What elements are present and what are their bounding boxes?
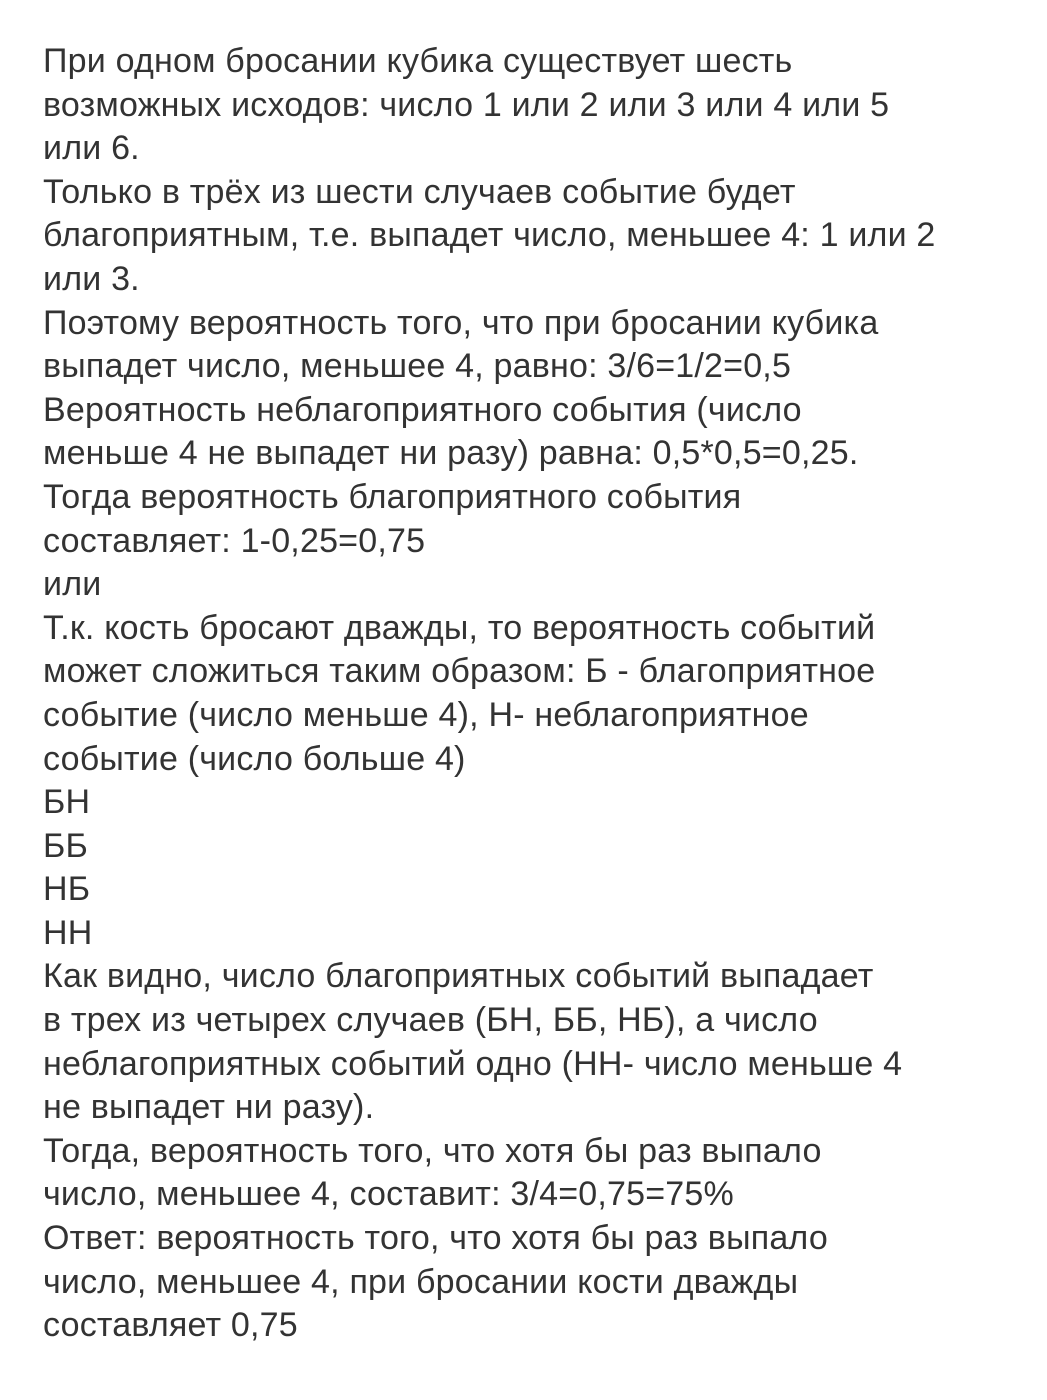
text-line: событие (число меньше 4), Н- неблагоприятное: [43, 695, 809, 734]
text-line: БН: [43, 783, 91, 822]
solution-text: [43, 40, 1043, 1348]
text-line: возможных исходов: число 1 или 2 или 3 или 4 или 5: [43, 85, 890, 124]
text-line: в трех из четырех случаев (БН, ББ, НБ), а число: [43, 1001, 818, 1040]
text-line: неблагоприятных событий одно (НН- число меньше 4: [43, 1044, 903, 1083]
text-line: составляет 0,75: [43, 1306, 298, 1345]
text-line: может сложиться таким образом: Б - благоприятное: [43, 652, 876, 691]
text-line: Вероятность неблагоприятного события (число: [43, 390, 802, 429]
text-line: НН: [43, 913, 93, 952]
text-line: число, меньшее 4, при бросании кости дважды: [43, 1262, 799, 1301]
text-line: Тогда, вероятность того, что хотя бы раз выпало: [43, 1131, 822, 1170]
text-line: Поэтому вероятность того, что при бросании кубика: [43, 303, 879, 342]
text-line: НБ: [43, 870, 91, 909]
text-line: не выпадет ни разу).: [43, 1088, 375, 1127]
text-line: Только в трёх из шести случаев событие будет: [43, 172, 796, 211]
text-line: Ответ: вероятность того, что хотя бы раз выпало: [43, 1219, 828, 1258]
text-line: составляет: 1-0,25=0,75: [43, 521, 426, 560]
text-line: При одном бросании кубика существует шесть: [43, 42, 793, 80]
text-line: Тогда вероятность благоприятного события: [43, 477, 742, 516]
text-line: или 3.: [43, 259, 140, 298]
text-line: или: [43, 565, 102, 604]
text-line: Т.к. кость бросают дважды, то вероятность событий: [43, 608, 876, 647]
text-line: или 6.: [43, 129, 140, 168]
text-line: Как видно, число благоприятных событий выпадает: [43, 957, 874, 996]
text-line: благоприятным, т.е. выпадет число, меньшее 4: 1 или 2: [43, 216, 936, 255]
text-line: событие (число больше 4): [43, 739, 466, 778]
text-line: ББ: [43, 826, 89, 865]
text-line: выпадет число, меньшее 4, равно: 3/6=1/2=0,5: [43, 347, 792, 386]
text-line: меньше 4 не выпадет ни разу) равна: 0,5*0,5=0,25.: [43, 434, 859, 473]
text-line: число, меньшее 4, составит: 3/4=0,75=75%: [43, 1175, 734, 1214]
